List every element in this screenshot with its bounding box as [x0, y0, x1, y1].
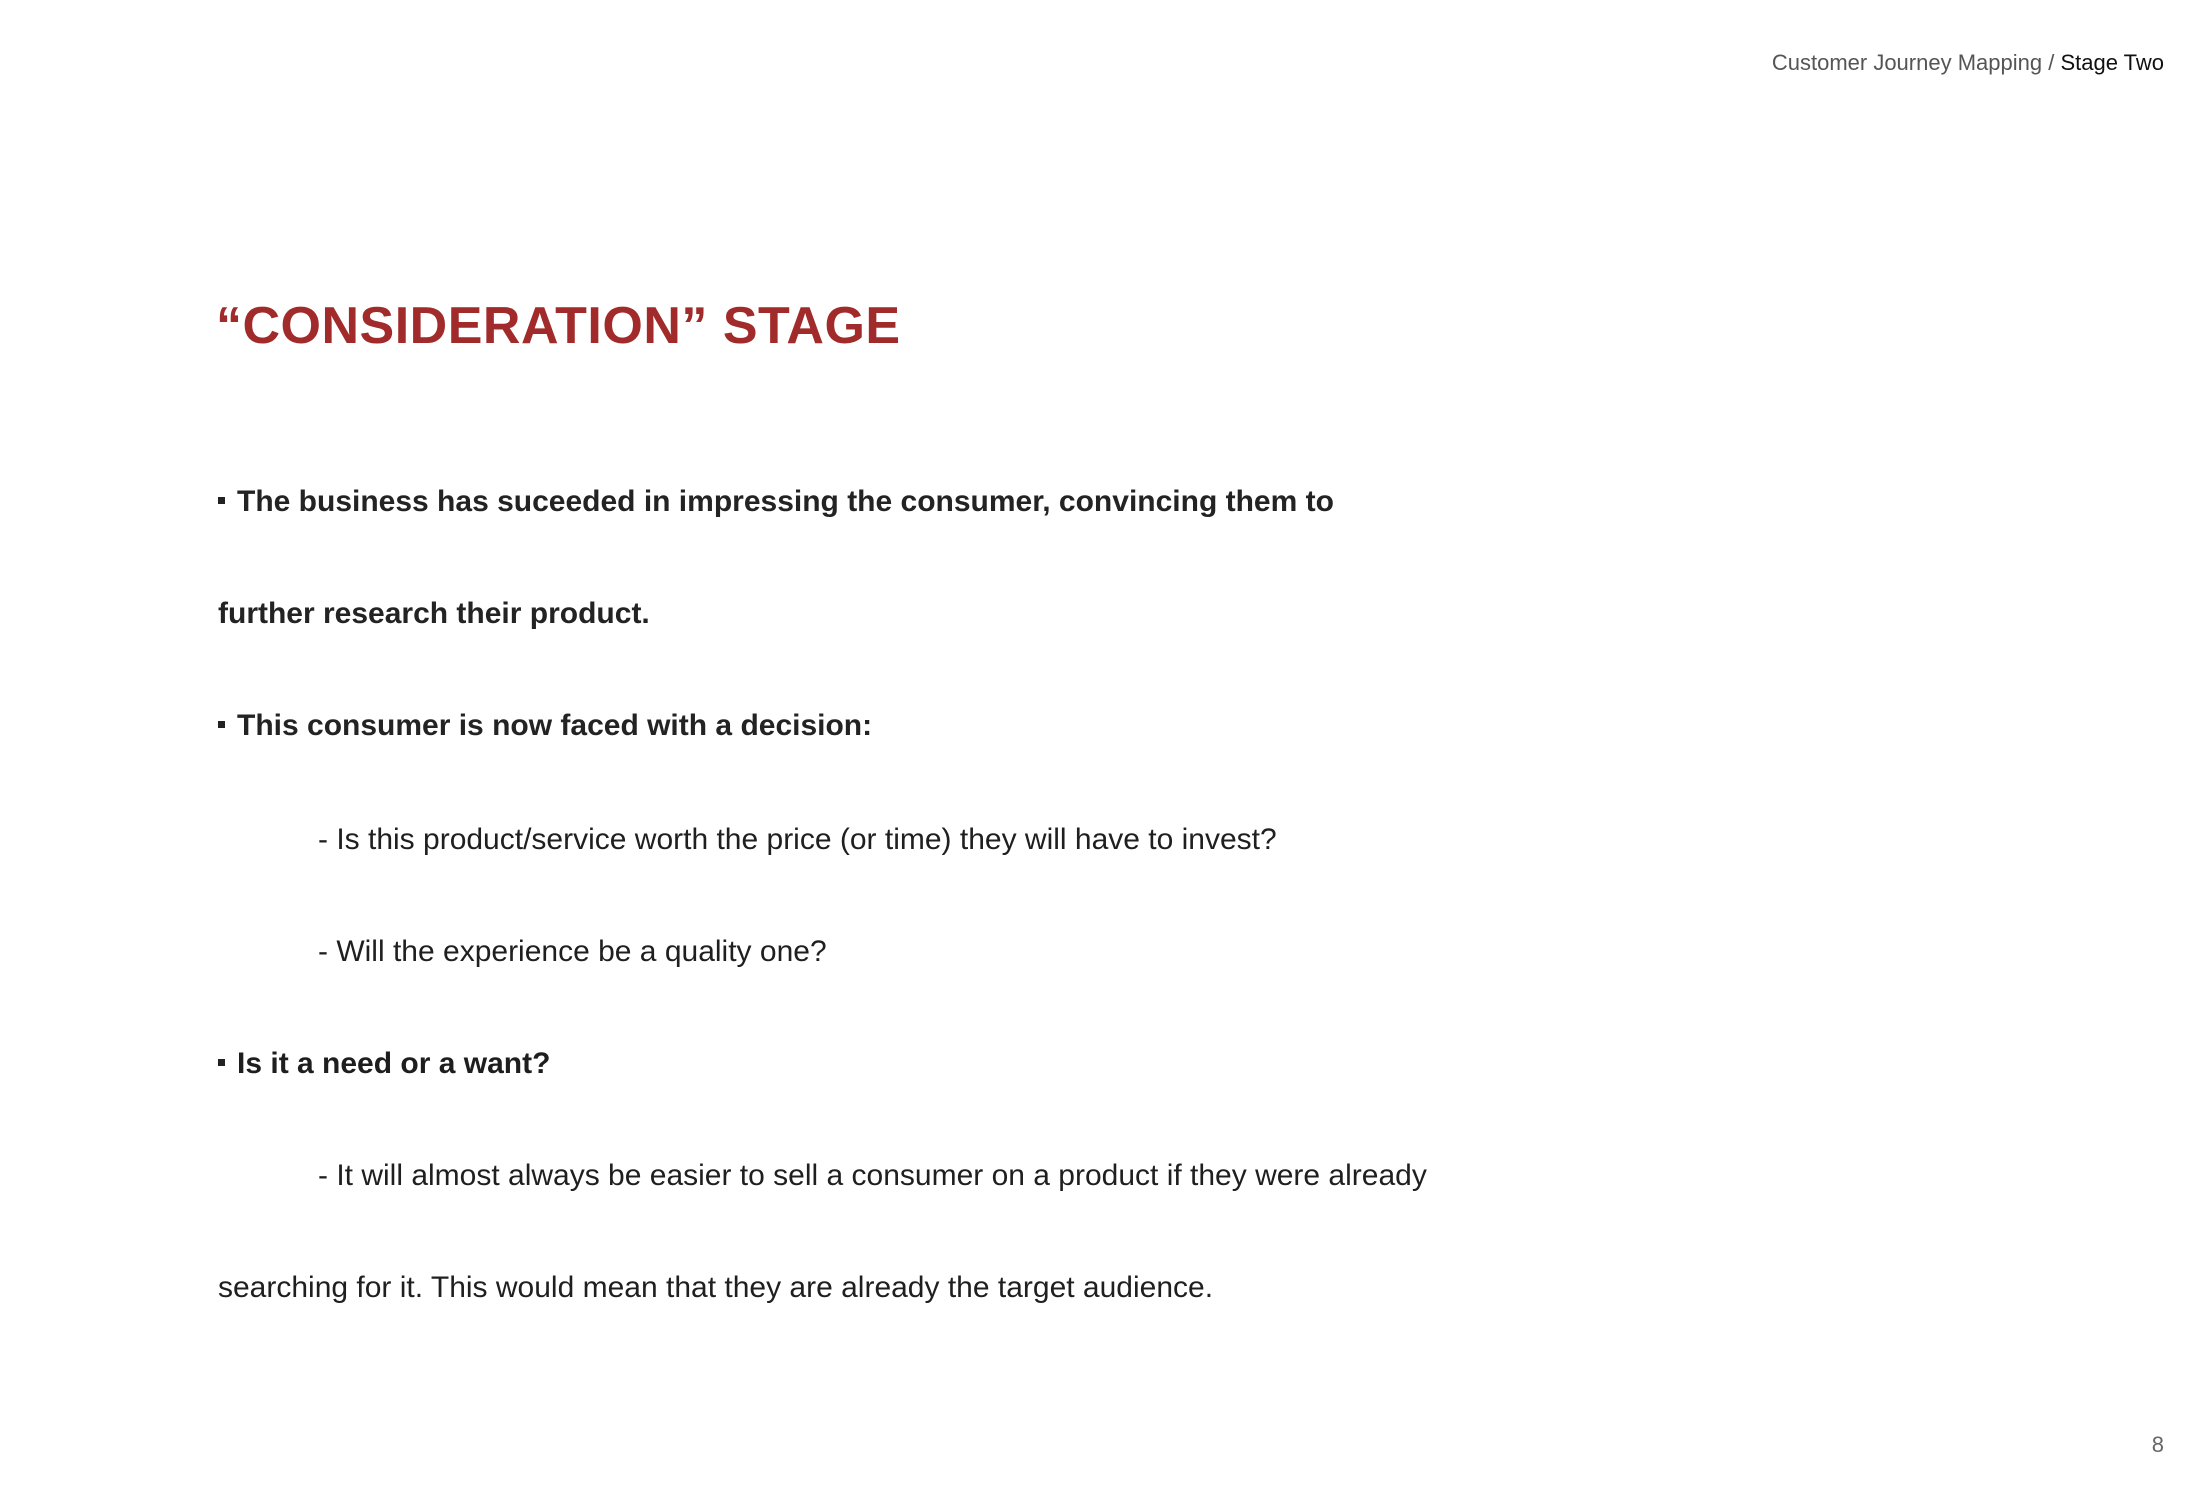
bullet-icon: [218, 497, 225, 504]
bullet-item-2: [218, 706, 872, 746]
page-title: “CONSIDERATION” STAGE: [216, 297, 901, 355]
bullet-icon: [218, 721, 225, 728]
sub-item-1: - Is this product/service worth the price (or time) they will have to invest?: [318, 823, 1277, 856]
bullet-1-text-line-1: The business has suceeded in impressing the consumer, convincing them to: [237, 485, 1334, 518]
bullet-2-text: This consumer is now faced with a decision:: [237, 709, 873, 742]
bullet-item-3: [218, 1044, 550, 1084]
breadcrumb-section: Customer Journey Mapping: [1771, 50, 2043, 75]
sub-item-3-line-2: searching for it. This would mean that they are already the target audience.: [218, 1271, 1214, 1304]
sub-item-3-line-1: - It will almost always be easier to sell a consumer on a product if they were already: [318, 1159, 1427, 1192]
breadcrumb-separator: /: [2042, 50, 2061, 75]
bullet-1-text-line-2: further research their product.: [218, 597, 650, 630]
page-number: 8: [2151, 1432, 2164, 1457]
bullet-icon: [218, 1059, 225, 1066]
bullet-item-1: [218, 482, 1334, 522]
breadcrumb: [1772, 50, 2164, 76]
sub-item-2: - Will the experience be a quality one?: [318, 935, 827, 968]
bullet-3-text: Is it a need or a want?: [237, 1047, 551, 1080]
breadcrumb-current: Stage Two: [2060, 50, 2164, 75]
